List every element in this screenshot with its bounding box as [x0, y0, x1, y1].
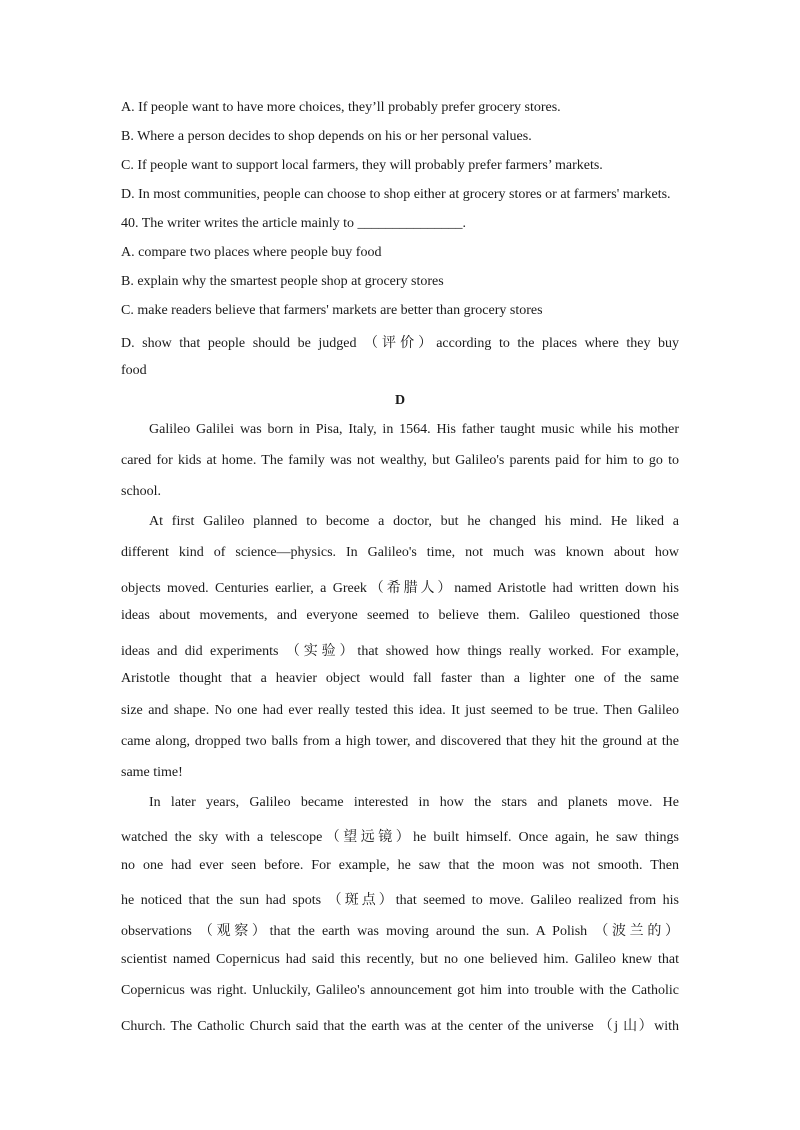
- passage-line: objects moved. Centuries earlier, a Greek（希腊人）named Aristotle had written down his: [121, 581, 679, 596]
- passage-line: scientist named Copernicus had said this recently, but no one believed him. Galileo knew that: [121, 952, 679, 967]
- passage-line: came along, dropped two balls from a high tower, and discovered that they hit the ground at the: [121, 734, 679, 749]
- section-heading: D: [394, 393, 406, 408]
- passage-line: same time!: [121, 765, 183, 780]
- q39-option-d: D. In most communities, people can choose to shop either at grocery stores or at farmers' markets.: [121, 187, 671, 202]
- q39-option-c: C. If people want to support local farmers, they will probably prefer farmers’ markets.: [121, 158, 603, 173]
- passage-line: observations （观察）that the earth was moving around the sun. A Polish （波兰的）: [121, 924, 679, 939]
- passage-line: cared for kids at home. The family was not wealthy, but Galileo's parents paid for him to go to: [121, 453, 679, 468]
- passage-line: ideas and did experiments （实验）that showed how things really worked. For example,: [121, 644, 679, 659]
- q40-option-a: A. compare two places where people buy food: [121, 245, 382, 260]
- q40-option-d-continued: food: [121, 363, 147, 378]
- passage-line: In later years, Galileo became interested in how the stars and planets move. He: [149, 795, 679, 810]
- passage-line: Galileo Galilei was born in Pisa, Italy, in 1564. His father taught music while his mother: [149, 422, 679, 437]
- passage-line: Copernicus was right. Unluckily, Galileo's announcement got him into trouble with the Catholic: [121, 983, 679, 998]
- passage-line: Church. The Catholic Church said that the earth was at the center of the universe （j 山）with: [121, 1019, 679, 1034]
- passage-line: At first Galileo planned to become a doctor, but he changed his mind. He liked a: [149, 514, 679, 529]
- passage-line: no one had ever seen before. For example, he saw that the moon was not smooth. Then: [121, 858, 679, 873]
- passage-line: he noticed that the sun had spots （斑点）that seemed to move. Galileo realized from his: [121, 893, 679, 908]
- passage-line: size and shape. No one had ever really tested this idea. It just seemed to be true. Then Galileo: [121, 703, 679, 718]
- q39-option-b: B. Where a person decides to shop depends on his or her personal values.: [121, 129, 532, 144]
- q40-option-c: C. make readers believe that farmers' markets are better than grocery stores: [121, 303, 543, 318]
- passage-line: Aristotle thought that a heavier object would fall faster than a lighter one of the same: [121, 671, 679, 686]
- passage-line: watched the sky with a telescope（望远镜）he built himself. Once again, he saw things: [121, 830, 679, 845]
- q39-option-a: A. If people want to have more choices, they’ll probably prefer grocery stores.: [121, 100, 561, 115]
- passage-line: ideas about movements, and everyone seemed to believe them. Galileo questioned those: [121, 608, 679, 623]
- passage-line: school.: [121, 484, 162, 499]
- q40-option-b: B. explain why the smartest people shop at grocery stores: [121, 274, 444, 289]
- passage-line: different kind of science—physics. In Galileo's time, not much was known about how: [121, 545, 679, 560]
- q40-question: 40. The writer writes the article mainly to _______________.: [121, 216, 467, 231]
- q40-option-d: D. show that people should be judged （评价）according to the places where they buy: [121, 336, 679, 351]
